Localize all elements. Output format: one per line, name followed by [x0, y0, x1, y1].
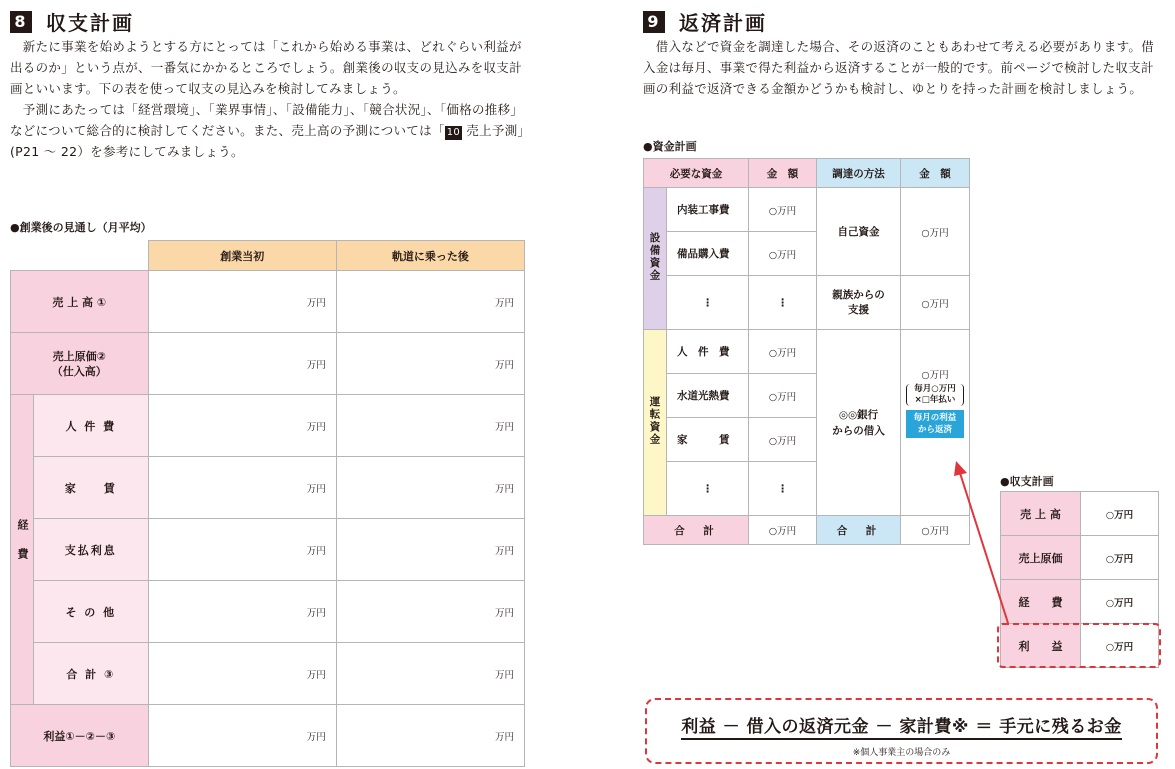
- row-label: 売上原価② （仕入高）: [11, 333, 149, 395]
- col-header: 必要な資金: [644, 159, 749, 188]
- equipment-funds-label: 設備資金: [644, 188, 667, 330]
- row-label: 利益①－②－③: [11, 705, 149, 767]
- amount-cell[interactable]: ○万円: [749, 330, 817, 374]
- col-header: 調達の方法: [817, 159, 901, 188]
- total-label: 合 計: [644, 516, 749, 545]
- value-cell[interactable]: 万円: [336, 705, 524, 767]
- value-cell[interactable]: 万円: [148, 333, 336, 395]
- paragraph-2: 予測にあたっては「経営環境」、「業界事情」、「設備能力」、「競合状況」、「価格の推移」などについて総合的に検討してください。また、売上高の予測については「 10 売上予測」(P21 ～ 22）を参考にしてみましょう。: [10, 102, 525, 159]
- formula-note: ※個人事業主の場合のみ: [852, 748, 951, 758]
- col-header: 金 額: [749, 159, 817, 188]
- value-cell[interactable]: 万円: [336, 519, 524, 581]
- value-cell[interactable]: 万円: [336, 457, 524, 519]
- formula-box: [645, 698, 1158, 764]
- profit-row-label: 売上原価: [1001, 536, 1081, 580]
- section-title-text: 返済計画: [679, 11, 767, 35]
- amount-more: ⋮: [749, 276, 817, 330]
- fund-item-more: ⋮: [667, 276, 749, 330]
- value-cell[interactable]: 万円: [148, 581, 336, 643]
- profit-value[interactable]: ○万円: [1081, 580, 1159, 624]
- row-label: 家 賃: [33, 457, 148, 519]
- income-forecast-table: [10, 240, 525, 767]
- profit-value[interactable]: ○万円: [1081, 624, 1159, 668]
- funds-plan-table: [643, 158, 970, 545]
- fund-item: 人 件 費: [667, 330, 749, 374]
- profit-row-label: 経 費: [1001, 580, 1081, 624]
- source-family: 親族からの 支援: [817, 276, 901, 330]
- repayment-intro: 借入などで資金を調達した場合、その返済のこともあわせて考える必要があります。借入金は毎月、事業で得た利益から返済することが一般的です。前ページで検討した収支計画の利益で返済できる金額かどうかも検討し、ゆとりを持った計画を検討しましょう。: [643, 39, 1155, 96]
- table-label: ●創業後の見通し（月平均）: [10, 221, 152, 234]
- fund-item: 内装工事費: [667, 188, 749, 232]
- profit-plan-label: ●収支計画: [1000, 475, 1054, 488]
- value-cell[interactable]: 万円: [148, 705, 336, 767]
- row-label: 売 上 高 ①: [11, 271, 149, 333]
- amount-cell[interactable]: ○万円: [749, 418, 817, 462]
- value-cell[interactable]: 万円: [336, 395, 524, 457]
- amount-cell[interactable]: ○万円: [901, 188, 970, 276]
- value-cell[interactable]: 万円: [148, 519, 336, 581]
- row-label: 合 計 ③: [33, 643, 148, 705]
- paragraph-1: 新たに事業を始めようとする方にとっては「これから始める事業は、どれぐらい利益が出るのか」という点が、一番気にかかるところでしょう。創業後の収支の見込みを収支計画といいます。下の表を使って収支の見込みを検討してみましょう。: [10, 39, 522, 96]
- section-number: 8: [10, 11, 32, 33]
- value-cell[interactable]: 万円: [148, 395, 336, 457]
- col-header: 創業当初: [148, 241, 336, 271]
- value-cell[interactable]: 万円: [148, 643, 336, 705]
- ref-text: 売上予測」(P21 ～ 22）を参考にしてみましょう。: [10, 123, 525, 159]
- fund-item: 家 賃: [667, 418, 749, 462]
- row-label: 人 件 費: [33, 395, 148, 457]
- repay-from-profit-badge: 毎月の利益 から返済: [906, 410, 964, 438]
- source-bank-loan: ◎◎銀行 からの借入: [817, 330, 901, 516]
- amount-cell[interactable]: ○万円: [901, 276, 970, 330]
- section-8-title: [10, 7, 134, 36]
- amount-more: ⋮: [749, 462, 817, 516]
- fund-item: 水道光熱費: [667, 374, 749, 418]
- loan-detail: 毎月○万円 ×□年払い: [906, 384, 964, 406]
- funds-label: ●資金計画: [643, 140, 697, 153]
- value-cell[interactable]: 万円: [336, 333, 524, 395]
- source-own-funds: 自己資金: [817, 188, 901, 276]
- profit-value[interactable]: ○万円: [1081, 536, 1159, 580]
- profit-highlight: [997, 623, 1161, 668]
- value-cell[interactable]: 万円: [148, 457, 336, 519]
- amount-cell[interactable]: ○万円: [749, 188, 817, 232]
- intro-text: [10, 36, 525, 162]
- profit-row-label: 利 益: [1001, 624, 1081, 668]
- section-number: 9: [643, 11, 665, 33]
- arrow-icon: [940, 455, 1015, 630]
- fund-item-more: ⋮: [667, 462, 749, 516]
- row-label: 支払利息: [33, 519, 148, 581]
- profit-row-label: 売 上 高: [1001, 492, 1081, 536]
- value-cell[interactable]: 万円: [336, 271, 524, 333]
- operating-funds-label: 運転資金: [644, 330, 667, 516]
- value-cell[interactable]: 万円: [148, 271, 336, 333]
- amount-cell[interactable]: ○万円: [749, 232, 817, 276]
- row-label: そ の 他: [33, 581, 148, 643]
- total-amount[interactable]: ○万円: [749, 516, 817, 545]
- loan-amount[interactable]: ○万円: [921, 370, 949, 381]
- col-header: 金 額: [901, 159, 970, 188]
- value-cell[interactable]: 万円: [336, 643, 524, 705]
- formula-text: 利益 － 借入の返済元金 － 家計費※ ＝ 手元に残るお金: [647, 712, 1156, 737]
- expense-group-label: 経費: [11, 395, 34, 705]
- section-9-title: [643, 7, 767, 36]
- col-header: 軌道に乗った後: [336, 241, 524, 271]
- value-cell[interactable]: 万円: [336, 581, 524, 643]
- total-amount[interactable]: ○万円: [901, 516, 970, 545]
- fund-item: 備品購入費: [667, 232, 749, 276]
- profit-value[interactable]: ○万円: [1081, 492, 1159, 536]
- amount-cell[interactable]: ○万円: [749, 374, 817, 418]
- total-label: 合 計: [817, 516, 901, 545]
- ref-number: 10: [446, 127, 461, 138]
- section-title-text: 収支計画: [46, 11, 134, 35]
